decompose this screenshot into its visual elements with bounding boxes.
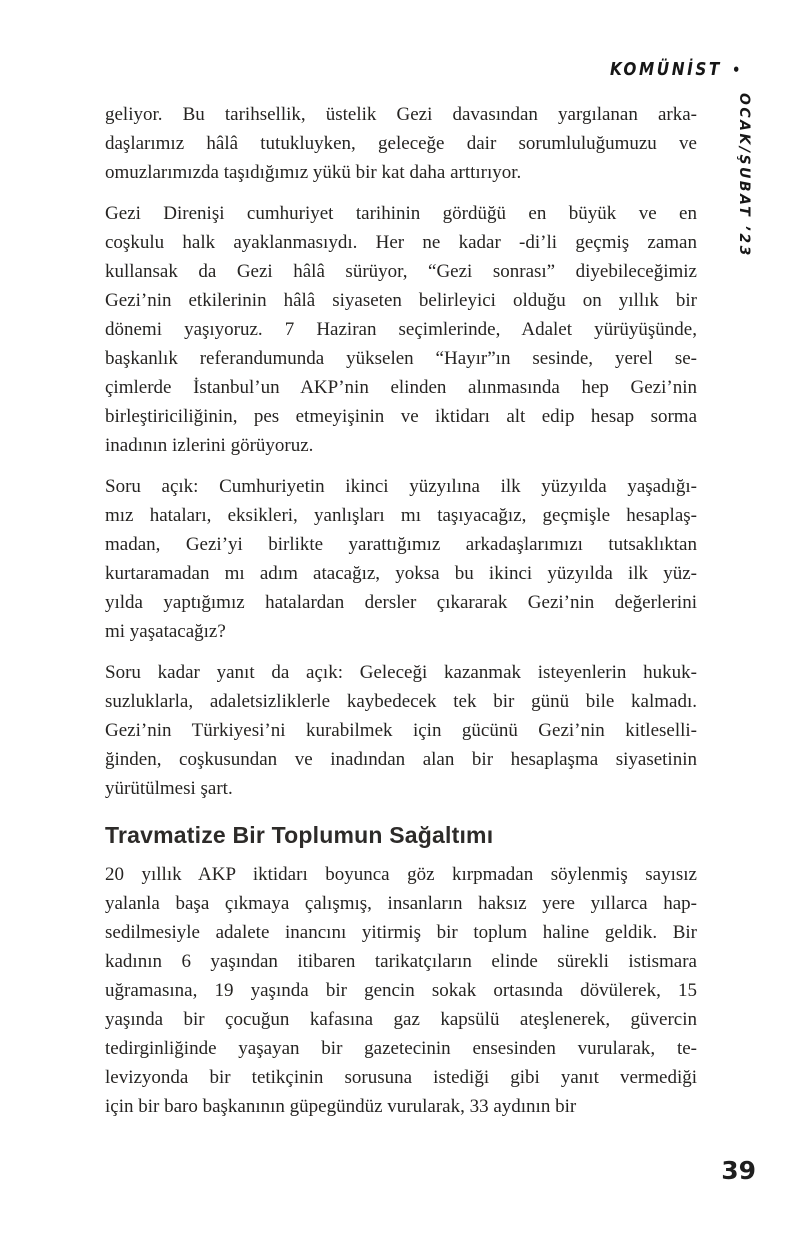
text-line: yürütülmesi şart. [105, 778, 233, 799]
text-line: madan, Gezi’yi birlikte yarattığımız arkadaşlarımızı tutsaklıktan [105, 534, 697, 555]
text-line: daşlarımız hâlâ tutukluyken, geleceğe dair sorumluluğumuzu ve [105, 133, 697, 154]
text-line: geliyor. Bu tarihsellik, üstelik Gezi davasından yargılanan arka- [105, 104, 697, 125]
text-line: yalanla başa çıkmaya çalışmış, insanların haksız yere yıllarca hap- [105, 893, 697, 914]
paragraph [105, 860, 697, 1121]
text-line: Gezi’nin etkilerinin hâlâ siyaseten belirleyici olduğu on yıllık bir [105, 290, 697, 311]
text-line: coşkulu halk ayaklanmasıydı. Her ne kadar -di’li geçmiş zaman [105, 232, 697, 253]
text-line: suzluklarla, adaletsizliklerle kaybedecek tek bir günü bile kalmadı. [105, 691, 697, 712]
masthead-title: KOMÜNİST [609, 59, 722, 80]
text-line: kullansak da Gezi hâlâ sürüyor, “Gezi sonrası” diyebileceğimiz [105, 261, 697, 282]
text-line: tedirginliğinde yaşayan bir gazetecinin ensesinden vurularak, te- [105, 1038, 697, 1059]
text-line: çimlerde İstanbul’un AKP’nin elinden alınmasında hep Gezi’nin [105, 377, 697, 398]
paragraph [105, 199, 697, 460]
text-line: levizyonda bir tetikçinin sorusuna istediği gibi yanıt vermediği [105, 1067, 697, 1088]
text-line: sedilmesiyle adalete inancını yitirmiş bir toplum haline geldik. Bir [105, 922, 697, 943]
text-line: Soru açık: Cumhuriyetin ikinci yüzyılına ilk yüzyılda yaşadığı- [105, 476, 697, 497]
masthead [610, 59, 740, 80]
text-line: Soru kadar yanıt da açık: Geleceği kazanmak isteyenlerin hukuk- [105, 662, 697, 683]
text-line: için bir baro başkanının güpegündüz vurularak, 33 aydının bir [105, 1096, 577, 1117]
text-line: yılda yaptığımız hatalardan dersler çıkararak Gezi’nin değerlerini [105, 592, 697, 613]
text-line: dönemi yaşıyoruz. 7 Haziran seçimlerinde, Adalet yürüyüşünde, [105, 319, 697, 340]
text-line: mız hataları, eksikleri, yanlışları mı taşıyacağız, geçmişle hesaplaş- [105, 505, 697, 526]
page-number: 39 [721, 1156, 756, 1185]
text-line: başkanlık referandumunda yükselen “Hayır”ın sesinde, yerel se- [105, 348, 697, 369]
paragraph [105, 658, 697, 803]
paragraph [105, 472, 697, 646]
text-line: uğramasına, 19 yaşında bir gencin sokak ortasında dövülerek, 15 [105, 980, 697, 1001]
section-heading: Travmatize Bir Toplumun Sağaltımı [105, 822, 494, 848]
text-line: Gezi Direnişi cumhuriyet tarihinin gördüğü en büyük ve en [105, 203, 697, 224]
text-line: Gezi’nin Türkiyesi’ni kurabilmek için gücünü Gezi’nin kitleselli- [105, 720, 697, 741]
text-line: 20 yıllık AKP iktidarı boyunca göz kırpmadan söylenmiş sayısız [105, 864, 697, 885]
text-line: kadının 6 yaşından itibaren tarikatçıların elinde sürekli istismara [105, 951, 697, 972]
text-line: yaşında bir çocuğun kafasına gaz kapsülü ateşlenerek, güvercin [105, 1009, 697, 1030]
text-line: ğinden, coşkusundan ve inadından alan bir hesaplaşma siyasetinin [105, 749, 697, 770]
paragraph [105, 100, 697, 187]
text-line: mi yaşatacağız? [105, 621, 226, 642]
text-line: inadının izlerini görüyoruz. [105, 435, 314, 456]
article-body [105, 100, 697, 1133]
issue-date-vertical: OCAK/ŞUBAT ’23 [736, 93, 752, 258]
masthead-bullet-icon: • [731, 60, 740, 79]
text-line: omuzlarımızda taşıdığımız yükü bir kat daha arttırıyor. [105, 162, 522, 183]
text-line: birleştiriciliğinin, pes etmeyişinin ve iktidarı alt edip hesap sorma [105, 406, 697, 427]
text-line: kurtaramadan mı adım atacağız, yoksa bu ikinci yüzyılda ilk yüz- [105, 563, 697, 584]
